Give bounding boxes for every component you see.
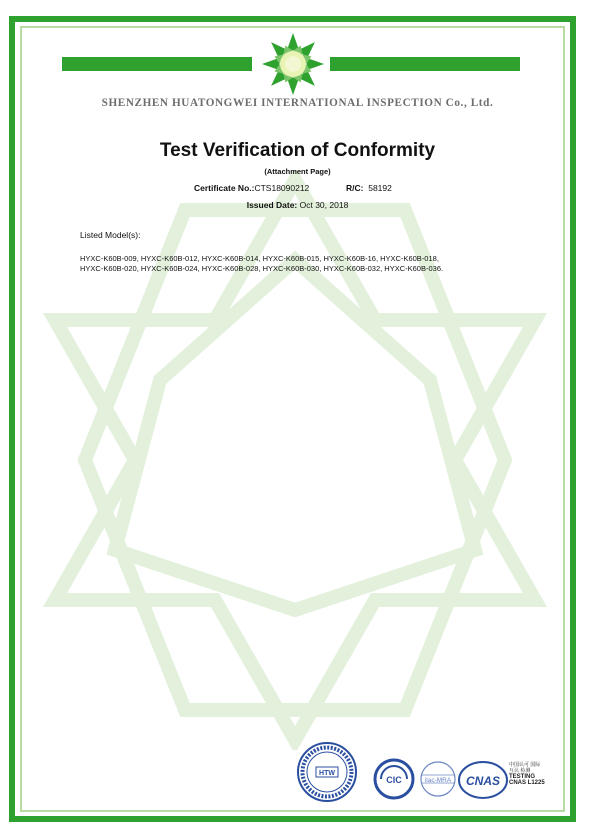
certificate-label: Certificate No.: xyxy=(194,183,255,193)
svg-text:HTW: HTW xyxy=(319,770,335,777)
ilac-mra-seal xyxy=(416,760,460,798)
certificate-number-line xyxy=(194,183,309,193)
issued-value: Oct 30, 2018 xyxy=(299,200,349,210)
certificate-number: CTS18090212 xyxy=(254,183,310,193)
cnas-caption xyxy=(509,762,545,786)
models-line-1: HYXC-K60B-009, HYXC-K60B-012, HYXC-K60B-014, HYXC-K60B-015, HYXC-K60B-16, HYXC-K60B-018, xyxy=(80,254,439,263)
cnas-logo xyxy=(458,760,508,800)
models-label: Listed Model(s): xyxy=(80,230,141,240)
svg-text:ilac-MRA: ilac-MRA xyxy=(424,777,452,784)
models-line-2: HYXC-K60B-020, HYXC-K60B-024, HYXC-K60B-028, HYXC-K60B-030, HYXC-K60B-032, HYXC-K60B-036. xyxy=(80,264,444,273)
header-bar-right xyxy=(330,57,520,71)
rc-value: 58192 xyxy=(368,183,392,193)
models-list xyxy=(80,254,500,274)
cnas-chinese: 中国认可 国际互认 检测 xyxy=(509,762,541,774)
header-bar-left xyxy=(62,57,252,71)
company-name: SHENZHEN HUATONGWEI INTERNATIONAL INSPECTION Co., Ltd. xyxy=(101,97,494,109)
cic-seal xyxy=(373,758,415,800)
rc-line xyxy=(346,183,392,193)
document-title: Test Verification of Conformity xyxy=(159,140,436,161)
svg-text:CNAS: CNAS xyxy=(465,774,501,788)
htw-seal xyxy=(296,741,358,803)
rc-label: R/C: xyxy=(346,183,364,193)
issued-date-line xyxy=(0,200,595,210)
document-subtitle: (Attachment Page) xyxy=(264,167,331,176)
cnas-code: CNAS L1225 xyxy=(509,780,545,786)
svg-text:CIC: CIC xyxy=(386,775,402,785)
company-logo xyxy=(262,33,324,95)
issued-label: Issued Date: xyxy=(246,200,298,210)
cnas-testing: TESTING xyxy=(509,774,536,780)
